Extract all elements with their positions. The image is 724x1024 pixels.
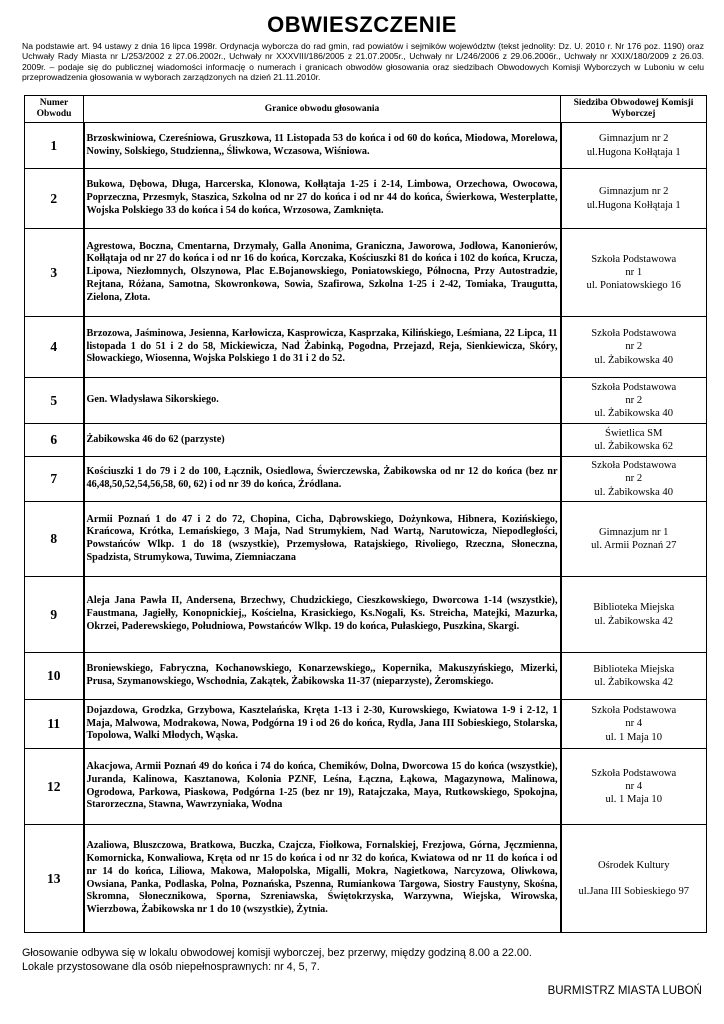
district-boundaries: Dojazdowa, Grodzka, Grzybowa, Kasztelańska, Kręta 1-13 i 2-30, Kurowskiego, Kwiatowa 1-9 i 2-12, 1 Maja, Malwowa, Modrakowa, Nowa, Podgórna 19 i od 26 do końca, Rydla, Jana III Sobieskiego, Stolarska, Topolowa, Walki Młodych, Wąska. [84,700,561,749]
commission-seat [561,749,707,825]
district-boundaries: Azaliowa, Bluszczowa, Bratkowa, Buczka, Czajcza, Fiołkowa, Fornalskiej, Frezjowa, Górna, Jęczmienna, Komornicka, Konwaliowa, Kręta od nr 15 do końca i od nr 32 do końca, Kwiatowa od nr 11 do końca i od nr 14 do końca, Liliowa, Makowa, Małopolska, Migalli, Mokra, Nagietkowa, Narcyzowa, Oliwkowa, Owsiana, Panka, Podlaska, Polna, Poznańska, Pszenna, Rumiankowa Targowa, Siostry Faustyny, Skośna, Skromna, Słonecznikowa, Sporna, Szreniawska, Świętokrzyska, Warzywna, Wiejska, Wirowska, Wierzbowa, Żabikowska nr 1 do 10 (wszystkie), Żytnia. [84,825,561,933]
districts-table [24,95,707,933]
seat-line: ul.Hugona Kołłątaja 1 [586,146,681,158]
commission-seat [561,457,707,502]
seat-line: ul. Armii Poznań 27 [591,540,677,551]
seat-line: Szkoła Podstawowa [591,253,677,265]
commission-seat [561,169,707,229]
table-header-row [25,96,707,123]
district-boundaries: Bukowa, Dębowa, Długa, Harcerska, Klonowa, Kołłątaja 1-25 i 2-14, Limbowa, Orzechowa, Owocowa, Poprzeczna, Przesmyk, Staszica, Szkolna od nr 27 do końca i od nr 44 do końca, Świerkowa, Westerplatte, Wojska Polskiego 33 do końca i 54 do końca, Wrzosowa, Zamknięta. [84,169,561,229]
seat-line: ul. Poniatowskiego 16 [586,280,681,292]
district-boundaries: Broniewskiego, Fabryczna, Kochanowskiego, Konarzewskiego,, Kopernika, Makuszyńskiego, Mizerki, Prusa, Szymanowskiego, Wschodnia, Zakątek, Żabikowska 11-37 (nieparzyste), Żeromskiego. [84,653,561,700]
seat-line: Świetlica SM [605,427,663,439]
district-boundaries: Gen. Władysława Sikorskiego. [84,378,561,424]
seat-line: Gimnazjum nr 1 [599,526,669,538]
mayor-signature: BURMISTRZ MIASTA LUBOŃ [547,985,702,997]
commission-seat [561,825,707,933]
commission-seat [561,424,707,457]
seat-line: ul. Żabikowska 62 [594,441,674,452]
table-row [25,749,707,825]
seat-line: ul. Żabikowska 42 [594,615,674,627]
seat-line: ul. 1 Maja 10 [605,794,662,806]
district-boundaries: Akacjowa, Armii Poznań 49 do końca i 74 do końca, Chemików, Dolna, Dworcowa 15 do końca (wszystkie), Juranda, Kalinowa, Kasztanowa, Kolonia PZNF, Leśna, Łączna, Łąkowa, Magazynowa, Malinowa, Ogrodowa, Parkowa, Piaskowa, Podgórna 1-25 (bez nr 19), Ratajczaka, Maya, Rutkowskiego, Spokojna, Starorzeczna, Stawna, Wawrzyniaka, Wodna [84,749,561,825]
commission-seat [561,577,707,653]
district-number: 8 [25,502,84,577]
seat-line: Gimnazjum nr 2 [599,186,669,198]
table-row [25,317,707,378]
commission-seat [561,378,707,424]
district-boundaries: Agrestowa, Boczna, Cmentarna, Drzymały, Galla Anonima, Graniczna, Jaworowa, Jodłowa, Kanonierów, Kołłątaja od nr 27 do końca i od nr 16 do końca, Korczaka, Kościuszki 81 do końca i 102 do końca, Krucza, Lipowa, Niezłomnych, Olszynowa, Plac E.Bojanowskiego, Poniatowskiego, Północna, Przy Autostradzie, Rejtana, Różana, Samotna, Skowronkowa, Sowia, Szafirowa, Szkolna 1-25 i 2-42, Tomiaka, Traugutta, Zielona, Złota. [84,229,561,317]
seat-line: nr 2 [625,341,643,353]
seat-line: ul.Jana III Sobieskiego 97 [578,886,690,898]
seat-line: ul. Żabikowska 40 [594,486,674,498]
commission-seat [561,317,707,378]
header-seat: Siedziba Obwodowej Komisji Wyborczej [561,96,707,123]
seat-line: ul.Hugona Kołłątaja 1 [586,199,681,211]
table-row [25,229,707,317]
district-number: 3 [25,229,84,317]
document-title: OBWIESZCZENIE [267,12,457,37]
seat-line: nr 2 [625,394,643,406]
seat-line: Ośrodek Kultury [598,859,670,871]
district-boundaries: Kościuszki 1 do 79 i 2 do 100, Łącznik, Osiedlowa, Świerczewska, Żabikowska od nr 12 do końca (bez nr 46,48,50,52,54,56,58, 60, 62) i od nr 39 do końca, Źródlana. [84,457,561,502]
table-row [25,457,707,502]
seat-line: ul. Żabikowska 40 [594,408,674,420]
table-row [25,577,707,653]
table-row [25,378,707,424]
voting-hours-note: Głosowanie odbywa się w lokalu obwodowej komisji wyborczej, bez przerwy, między godziną 8.00 a 22.00. [22,947,532,959]
seat-line: Szkoła Podstawowa [591,460,677,472]
seat-line: nr 4 [625,780,643,792]
commission-seat [561,700,707,749]
seat-line: nr 1 [625,266,643,278]
intro-paragraph: Na podstawie art. 94 ustawy z dnia 16 lipca 1998r. Ordynacja wyborcza do rad gmin, rad powiatów i sejmików województw (tekst jednolity: Dz. U. 2010 r. Nr 176 poz. 1190) oraz Uchwały Rady Miasta nr L/253/2002 z 27.06.2002r., Uchwały nr XXXVIII/186/2005 z 21.07.2005r., Uchwały nr L/246/2006 z 29.06.2006r., Uchwały nr XXIX/180/2009 z 26.03. 2009r. – podaje się do publicznej wiadomości informację o numerach i granicach obwodów głosowania oraz siedzibach Obwodowych Komisji Wyborczych w Luboniu w celu przeprowadzenia głosowania w wyborach zarządzonych na dzień 21.11.2010r. [22,41,704,82]
header-boundaries: Granice obwodu głosowania [84,96,561,123]
seat-line: Szkoła Podstawowa [591,381,677,393]
table-row [25,169,707,229]
table-row [25,502,707,577]
district-number: 5 [25,378,84,424]
seat-line: ul. 1 Maja 10 [605,731,662,743]
district-number: 2 [25,169,84,229]
seat-line: ul. Żabikowska 42 [594,677,674,688]
district-boundaries: Żabikowska 46 do 62 (parzyste) [84,424,561,457]
header-number: Numer Obwodu [25,96,84,123]
seat-line [564,872,705,885]
table-row [25,825,707,933]
table-row [25,123,707,169]
table-row [25,653,707,700]
commission-seat [561,229,707,317]
seat-line: Szkoła Podstawowa [591,767,677,779]
seat-line: Szkoła Podstawowa [591,328,677,340]
district-number: 12 [25,749,84,825]
table-row [25,424,707,457]
district-number: 1 [25,123,84,169]
seat-line: Gimnazjum nr 2 [599,133,669,145]
district-boundaries: Brzozowa, Jaśminowa, Jesienna, Karłowicza, Kasprowicza, Kasprzaka, Kilińskiego, Leśmiana, 22 Lipca, 11 listopada 1 do 51 i 2 do 58, Mickiewicza, Nad Żabinką, Pogodna, Przejazd, Reja, Sienkiewicza, Skóry, Słowackiego, Wiosenna, Wojska Polskiego 1 do 31 i 2 do 52. [84,317,561,378]
seat-line: nr 4 [625,718,643,730]
district-boundaries: Armii Poznań 1 do 47 i 2 do 72, Chopina, Cicha, Dąbrowskiego, Dożynkowa, Hibnera, Kozińskiego, Krańcowa, Krótka, Lemańskiego, 3 Maja, Nad Strumykiem, Nad Wartą, Narutowicza, Niepodległości, Powstańców Wlkp. 1 do 18 (wszystkie), Przemysłowa, Ratajskiego, Rivoliego, Rzeczna, Słoneczna, Spadzista, Strumykowa, Tuwima, Ziemniaczana [84,502,561,577]
district-number: 9 [25,577,84,653]
table-row [25,700,707,749]
district-number: 4 [25,317,84,378]
seat-line: Szkoła Podstawowa [591,705,677,717]
commission-seat [561,653,707,700]
footer-notes [22,947,712,974]
commission-seat [561,123,707,169]
seat-line: ul. Żabikowska 40 [594,354,674,366]
seat-line: Biblioteka Miejska [593,663,675,675]
district-number: 6 [25,424,84,457]
seat-line: nr 2 [625,473,643,485]
district-number: 10 [25,653,84,700]
district-boundaries: Brzoskwiniowa, Czereśniowa, Gruszkowa, 11 Listopada 53 do końca i od 60 do końca, Miodowa, Morelowa, Nowiny, Solskiego, Studzienna,, Śliwkowa, Wczasowa, Wiśniowa. [84,123,561,169]
seat-line: Biblioteka Miejska [593,602,675,614]
district-number: 11 [25,700,84,749]
accessibility-note: Lokale przystosowane dla osób niepełnosprawnych: nr 4, 5, 7. [22,960,320,973]
district-number: 7 [25,457,84,502]
district-boundaries: Aleja Jana Pawła II, Andersena, Brzechwy, Chudzickiego, Cieszkowskiego, Dworcowa 1-14 (wszystkie), Faustmana, Jagiełły, Konopnickiej,, Kościelna, Krasickiego, Ks.Nogali, Ks. Streicha, Matejki, Mazurka, Okrzei, Paderewskiego, Południowa, Powstańców Wlkp. 19 do końca, Pułaskiego, Puszkina, Skargi. [84,577,561,653]
district-number: 13 [25,825,84,933]
commission-seat [561,502,707,577]
